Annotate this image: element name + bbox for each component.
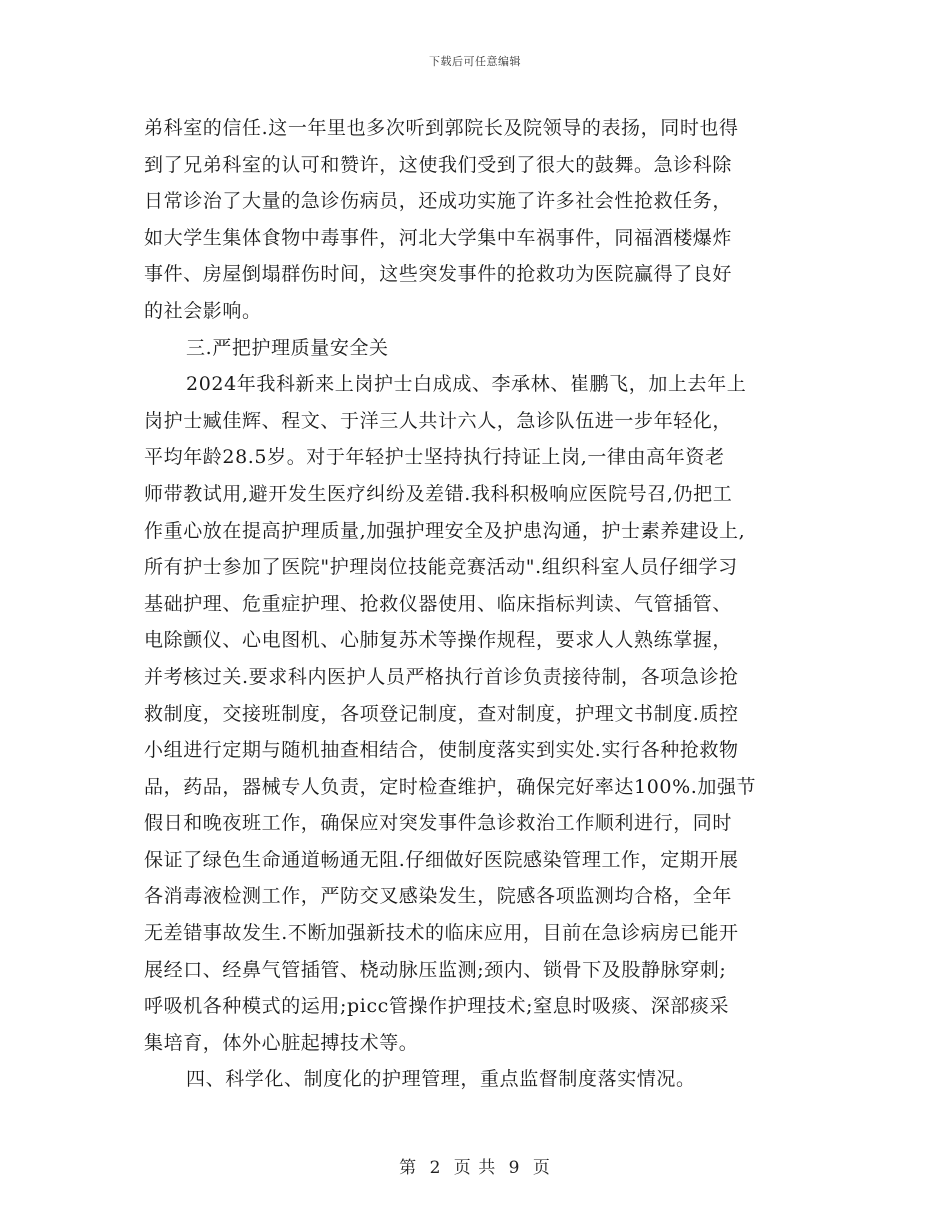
text-line: 平均年龄28.5岁。对于年轻护士坚持执行持证上岗,一律由高年资老 [144,446,725,469]
text-line: 假日和晚夜班工作，确保应对突发事件急诊救治工作顺利进行，同时 [144,812,733,835]
header-note: 下载后可任意编辑 [429,55,521,68]
text-line: 日常诊治了大量的急诊伤病员，还成功实施了许多社会性抢救任务， [144,190,733,213]
text-line: 各消毒液检测工作，严防交叉感染发生，院感各项监测均合格，全年 [144,885,733,908]
text-line: 救制度，交接班制度，各项登记制度，查对制度，护理文书制度.质控 [144,702,739,725]
document-body [144,110,816,1098]
text-line: 电除颤仪、心电图机、心肺复苏术等操作规程，要求人人熟练掌握， [144,629,733,652]
page-middle: 页 共 [453,1158,497,1178]
text-line: 弟科室的信任.这一年里也多次听到郭院长及院领导的表扬，同时也得 [144,117,739,139]
text-line: 展经口、经鼻气管插管、桡动脉压监测;颈内、锁骨下及股静脉穿刺; [144,958,727,981]
text-line: 2024年我科新来上岗护士白成成、李承林、崔鹏飞，加上去年上 [186,373,747,396]
text-line: 集培育，体外心脏起搏技术等。 [144,1031,419,1054]
text-line: 基础护理、危重症护理、抢救仪器使用、临床指标判读、气管插管、 [144,592,733,615]
text-line: 师带教试用,避开发生医疗纠纷及差错.我科积极响应医院号召,仍把工 [144,482,733,505]
section-heading: 三.严把护理质量安全关 [186,336,389,359]
section-heading: 四、科学化、制度化的护理管理，重点监督制度落实情况。 [186,1068,696,1091]
text-line: 小组进行定期与随机抽查相结合，使制度落实到实处.实行各种抢救物 [144,739,739,762]
text-line: 品，药品，器械专人负责，定时检查维护，确保完好率达100%.加强节 [144,775,757,798]
text-line: 岗护士臧佳辉、程文、于洋三人共计六人，急诊队伍进一步年轻化， [144,409,733,432]
text-line: 无差错事故发生.不断加强新技术的临床应用，目前在急诊病房已能开 [144,922,739,945]
page-suffix: 页 [532,1158,551,1178]
text-line: 到了兄弟科室的认可和赞许，这使我们受到了很大的鼓舞。急诊科除 [144,153,733,176]
text-line: 事件、房屋倒塌群伤时间，这些突发事件的抢救功为医院赢得了良好 [144,263,733,286]
text-line: 如大学生集体食物中毒事件，河北大学集中车祸事件，同福酒楼爆炸 [144,226,733,249]
page-total: 9 [508,1158,521,1178]
text-line: 的社会影响。 [144,299,262,322]
text-line: 作重心放在提高护理质量,加强护理安全及护患沟通，护士素养建设上, [144,519,746,542]
text-line: 保证了绿色生命通道畅通无阻.仔细做好医院感染管理工作，定期开展 [144,848,739,871]
text-line: 并考核过关.要求科内医护人员严格执行首诊负责接待制，各项急诊抢 [144,665,739,688]
page-current: 2 [429,1158,442,1178]
page-prefix: 第 [399,1158,418,1178]
page-footer [0,1153,950,1178]
text-line: 所有护士参加了医院"护理岗位技能竞赛活动".组织科室人员仔细学习 [144,556,738,579]
text-line: 呼吸机各种模式的运用;picc管操作护理技术;窒息时吸痰、深部痰采 [144,995,730,1018]
